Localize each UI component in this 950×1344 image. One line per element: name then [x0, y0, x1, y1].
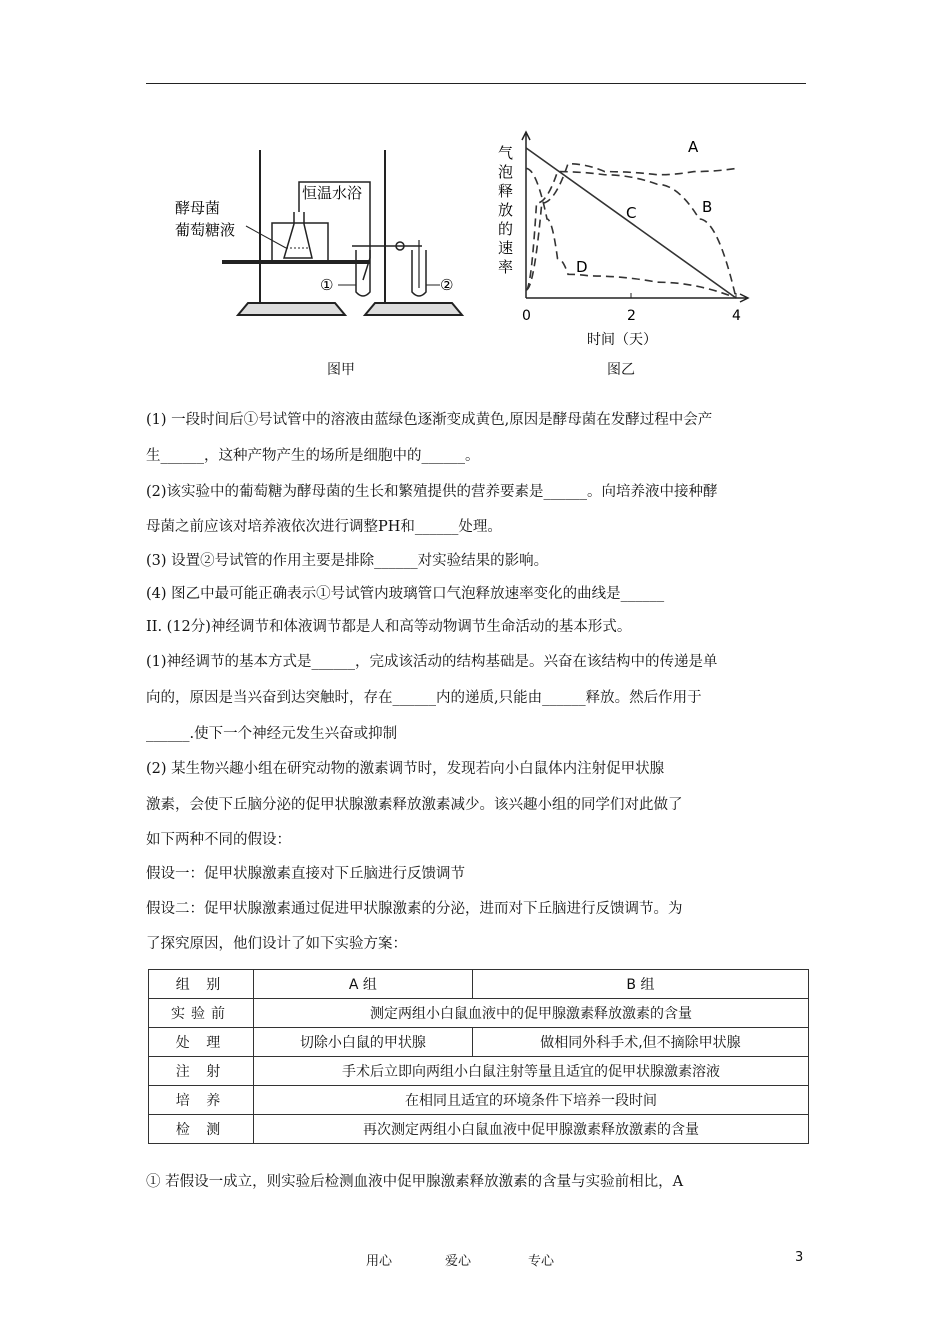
table-header-cell: A 组 [254, 970, 473, 999]
table-header-cell: B 组 [472, 970, 808, 999]
y-axis-label-char: 速 [498, 239, 514, 257]
y-axis-label-char: 泡 [498, 163, 514, 181]
table-row-label: 注 射 [149, 1057, 254, 1086]
label-water-bath: 恒温水浴 [302, 184, 363, 202]
table-cell: 测定两组小白鼠血液中的促甲腺激素释放激素的含量 [254, 999, 809, 1028]
question-line: (1)神经调节的基本方式是______，完成该活动的结构基础是。兴奋在该结构中的传递是单 [146, 654, 718, 670]
label-tube-1: ① [320, 276, 334, 294]
y-axis-label-char: 释 [498, 182, 514, 200]
table-header-row [149, 970, 809, 999]
series-label-d: D [576, 258, 588, 276]
question-line: ______.使下一个神经元发生兴奋或抑制 [146, 726, 398, 742]
table-row [149, 1086, 809, 1115]
question-line: 了探究原因，他们设计了如下实验方案： [146, 936, 407, 952]
caption-figure-a: 图甲 [327, 362, 355, 378]
table-row [149, 1115, 809, 1144]
table-row [149, 1057, 809, 1086]
question-line: (4) 图乙中最可能正确表示①号试管内玻璃管口气泡释放速率变化的曲线是______ [146, 586, 665, 602]
question-line: 向的，原因是当兴奋到达突触时，存在______内的递质,只能由______释放。然后作用于 [146, 690, 702, 706]
x-tick-label: 4 [732, 308, 741, 324]
question-line: 生______，这种产物产生的场所是细胞中的______。 [146, 448, 480, 464]
question-line: 假设一：促甲状腺激素直接对下丘脑进行反馈调节 [146, 866, 465, 882]
table-row-label: 处 理 [149, 1028, 254, 1057]
question-line: 母菌之前应该对培养液依次进行调整PH和______处理。 [146, 519, 502, 535]
footer-right: 专心 [528, 1254, 555, 1269]
x-axis-label: 时间（天） [587, 332, 657, 348]
y-axis-label-char: 率 [498, 258, 514, 276]
question-line: 如下两种不同的假设： [146, 832, 291, 848]
table-cell: 手术后立即向两组小白鼠注射等量且适宜的促甲状腺激素溶液 [254, 1057, 809, 1086]
question-line: 假设二：促甲状腺激素通过促进甲状腺激素的分泌，进而对下丘脑进行反馈调节。为 [146, 901, 683, 917]
question-line: II. (12分)神经调节和体液调节都是人和高等动物调节生命活动的基本形式。 [146, 619, 632, 635]
series-label-b: B [702, 198, 713, 216]
figure-chart [492, 130, 762, 360]
label-tube-2: ② [440, 276, 454, 294]
question-line: 激素，会使下丘脑分泌的促甲状腺激素释放激素减少。该兴趣小组的同学们对此做了 [146, 797, 683, 813]
figure-apparatus [160, 140, 480, 380]
footer-left: 用心 [366, 1254, 393, 1269]
question-line: (2)该实验中的葡萄糖为酵母菌的生长和繁殖提供的营养要素是______。向培养液中接种酵 [146, 484, 718, 500]
question-line: (1) 一段时间后①号试管中的溶液由蓝绿色逐渐变成黄色,原因是酵母菌在发酵过程中会产 [146, 412, 713, 428]
series-line-d [526, 168, 736, 298]
x-tick-label: 0 [522, 308, 531, 324]
table-row-label: 培 养 [149, 1086, 254, 1115]
y-axis-label-char: 气 [498, 144, 514, 162]
y-axis-label-char: 的 [498, 220, 514, 238]
series-label-c: C [626, 204, 637, 222]
table-row-label: 实验前 [149, 999, 254, 1028]
last-line: ① 若假设一成立，则实验后检测血液中促甲腺激素释放激素的含量与实验前相比，A [146, 1174, 684, 1190]
question-line: (3) 设置②号试管的作用主要是排除______对实验结果的影响。 [146, 553, 549, 569]
page-number: 3 [795, 1250, 804, 1265]
experiment-table [148, 969, 809, 1144]
footer-center: 爱心 [445, 1254, 472, 1269]
series-line-c [526, 148, 736, 298]
table-row [149, 999, 809, 1028]
header-rule [146, 83, 806, 84]
caption-figure-b: 图乙 [607, 362, 635, 378]
label-yeast: 酵母菌 [175, 199, 221, 217]
x-tick-label: 2 [627, 308, 636, 324]
table-cell: 在相同且适宜的环境条件下培养一段时间 [254, 1086, 809, 1115]
table-row-label: 检 测 [149, 1115, 254, 1144]
series-label-a: A [688, 138, 699, 156]
series-line-a [526, 164, 736, 290]
question-line: (2) 某生物兴趣小组在研究动物的激素调节时，发现若向小白鼠体内注射促甲状腺 [146, 761, 665, 777]
table-cell: 做相同外科手术,但不摘除甲状腺 [472, 1028, 808, 1057]
table-header-cell: 组 别 [149, 970, 254, 999]
table-cell: 再次测定两组小白鼠血液中促甲腺激素释放激素的含量 [254, 1115, 809, 1144]
table-cell: 切除小白鼠的甲状腺 [254, 1028, 473, 1057]
table-row [149, 1028, 809, 1057]
label-glucose: 葡萄糖液 [175, 221, 236, 239]
y-axis-label-char: 放 [498, 201, 514, 219]
